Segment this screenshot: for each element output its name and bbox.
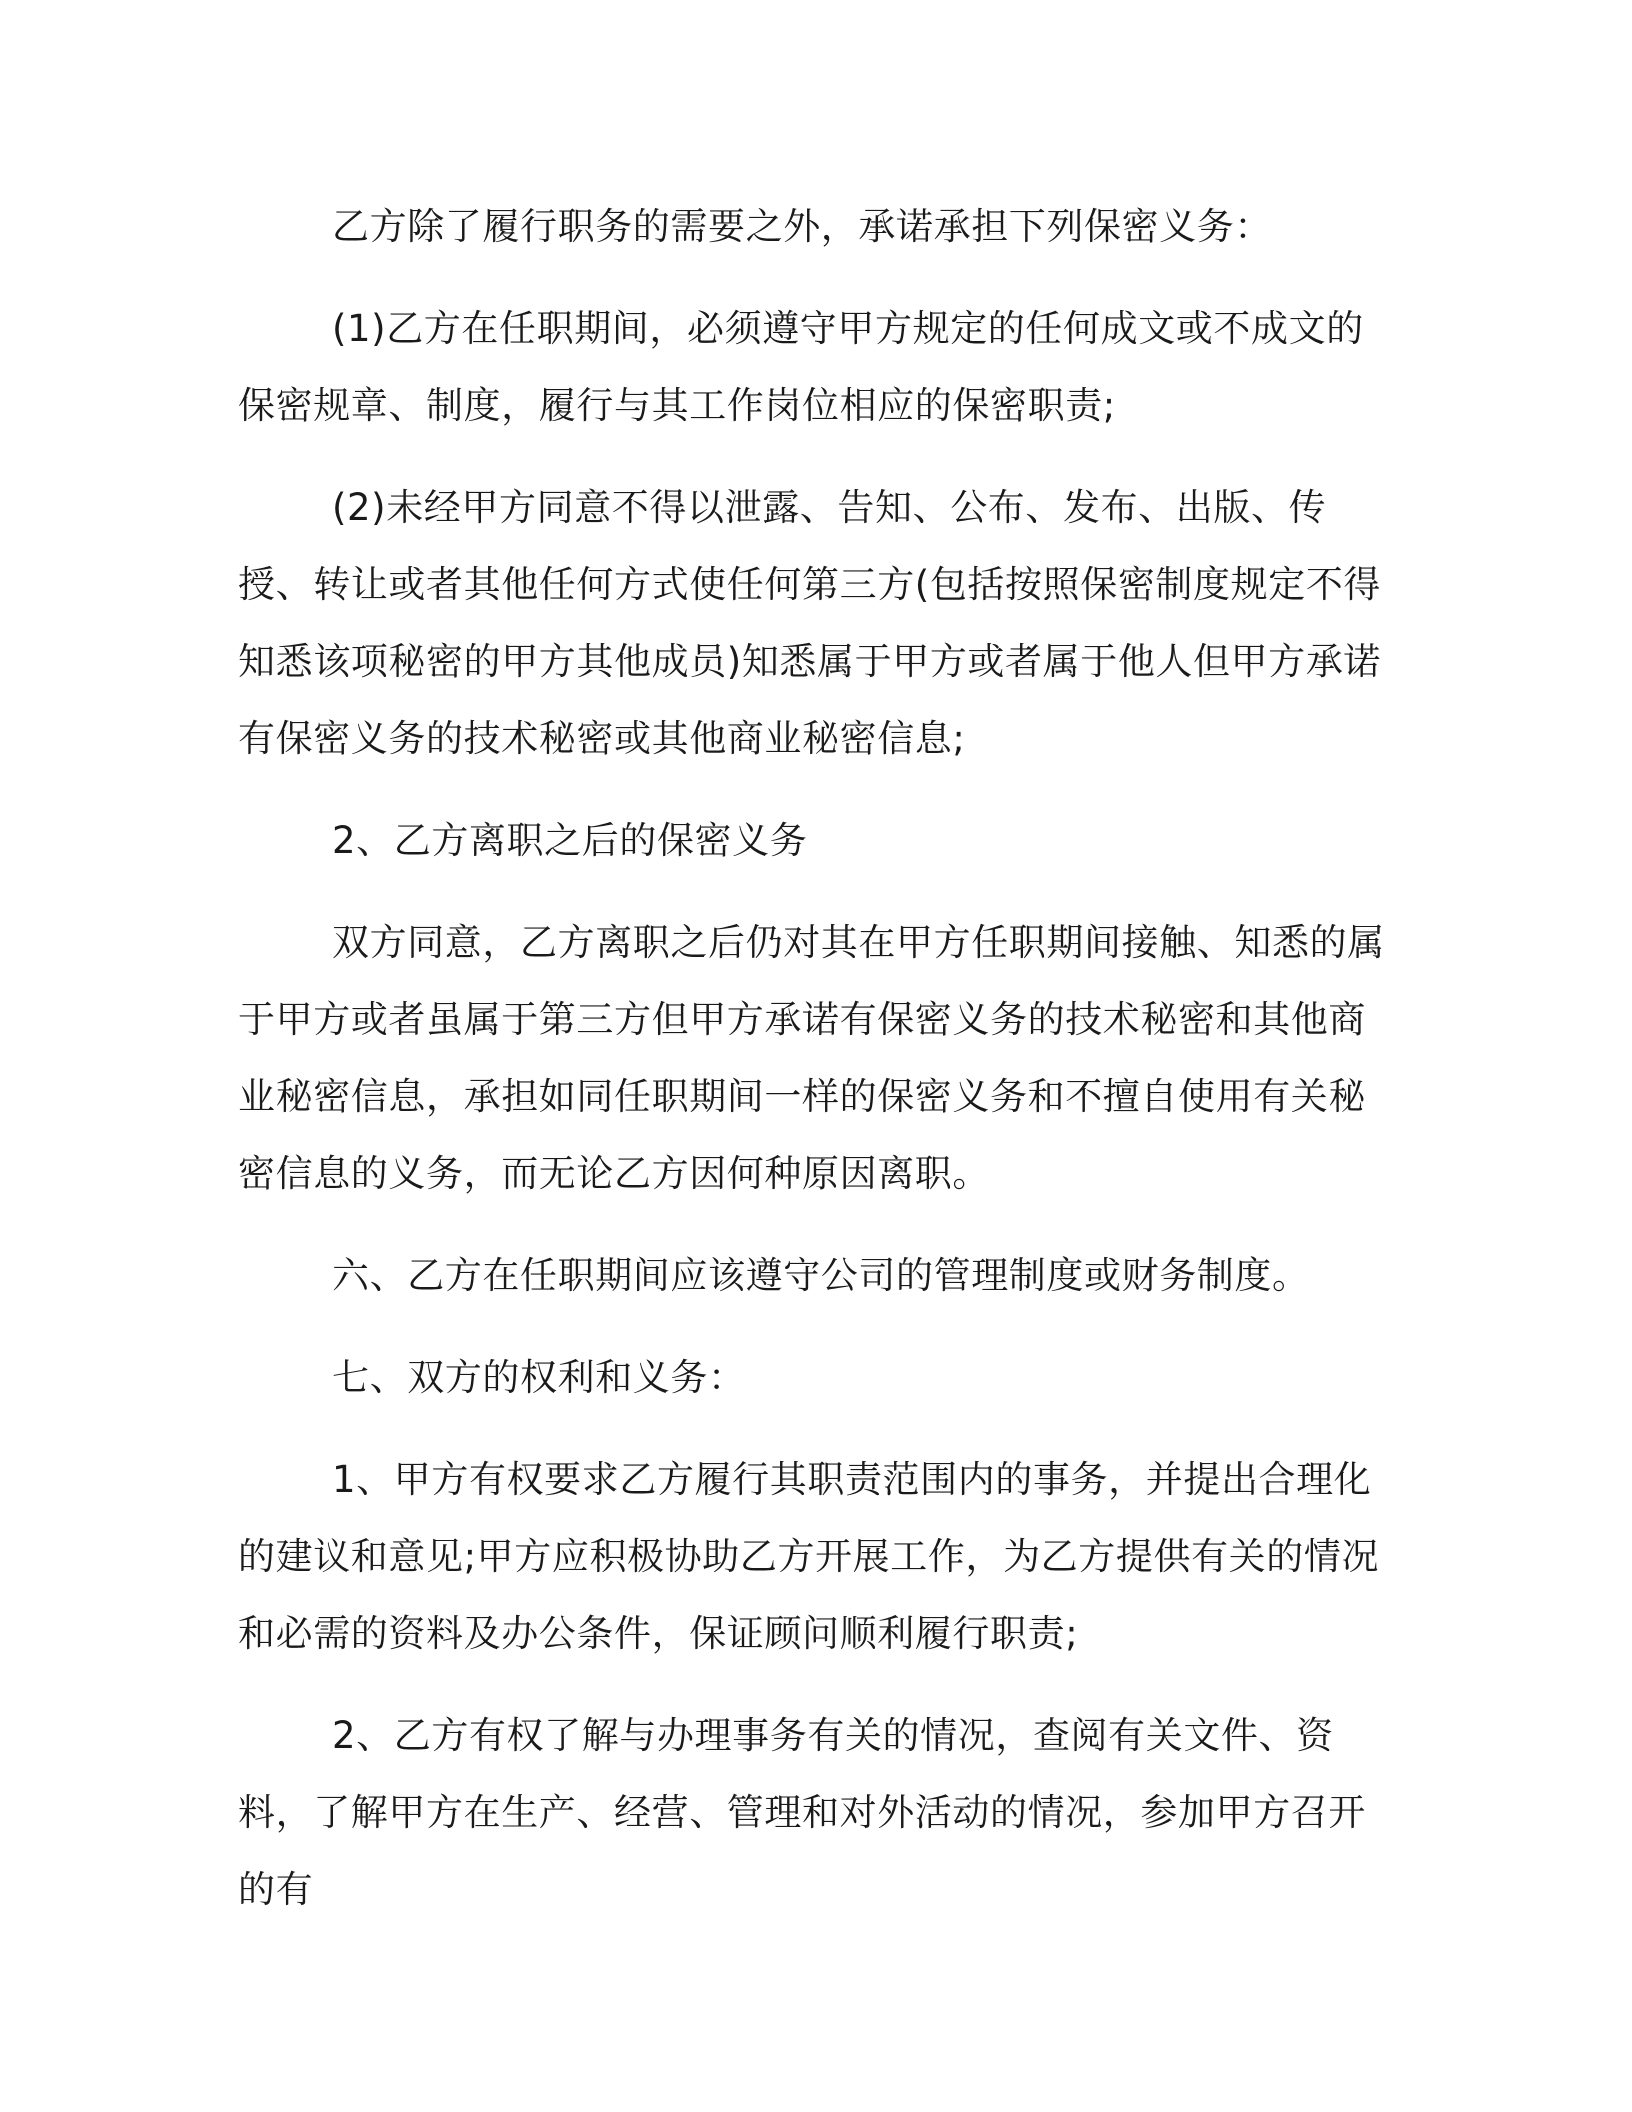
paragraph-rights-2: 2、乙方有权了解与办理事务有关的情况，查阅有关文件、资料，了解甲方在生产、经营、管理和对外活动的情况，参加甲方召开的有 [238,1714,1366,1911]
paragraph-item-2: (2)未经甲方同意不得以泄露、告知、公布、发布、出版、传授、转让或者其他任何方式使任何第三方(包括按照保密制度规定不得知悉该项秘密的甲方其他成员)知悉属于甲方或者属于他人但甲方承诺有保密义务的技术秘密或其他商业秘密信息; [238,486,1382,760]
paragraph-post-departure: 双方同意，乙方离职之后仍对其在甲方任职期间接触、知悉的属于甲方或者虽属于第三方但甲方承诺有保密义务的技术秘密和其他商业秘密信息，承担如同任职期间一样的保密义务和不擅自使用有关秘密信息的义务，而无论乙方因何种原因离职。 [238,921,1385,1195]
paragraph-item-1: (1)乙方在任职期间，必须遵守甲方规定的任何成文或不成文的保密规章、制度，履行与其工作岗位相应的保密职责; [238,307,1364,427]
document-body [238,188,1398,1953]
section-heading-post-departure: 2、乙方离职之后的保密义务 [332,819,808,862]
paragraph-confidentiality-intro: 乙方除了履行职务的需要之外，承诺承担下列保密义务： [332,205,1272,248]
section-heading-seven: 七、双方的权利和义务： [332,1356,746,1399]
paragraph-rights-1: 1、甲方有权要求乙方履行其职责范围内的事务，并提出合理化的建议和意见;甲方应积极协助乙方开展工作，为乙方提供有关的情况和必需的资料及办公条件，保证顾问顺利履行职责; [238,1458,1380,1655]
section-heading-six: 六、乙方在任职期间应该遵守公司的管理制度或财务制度。 [332,1254,1310,1297]
